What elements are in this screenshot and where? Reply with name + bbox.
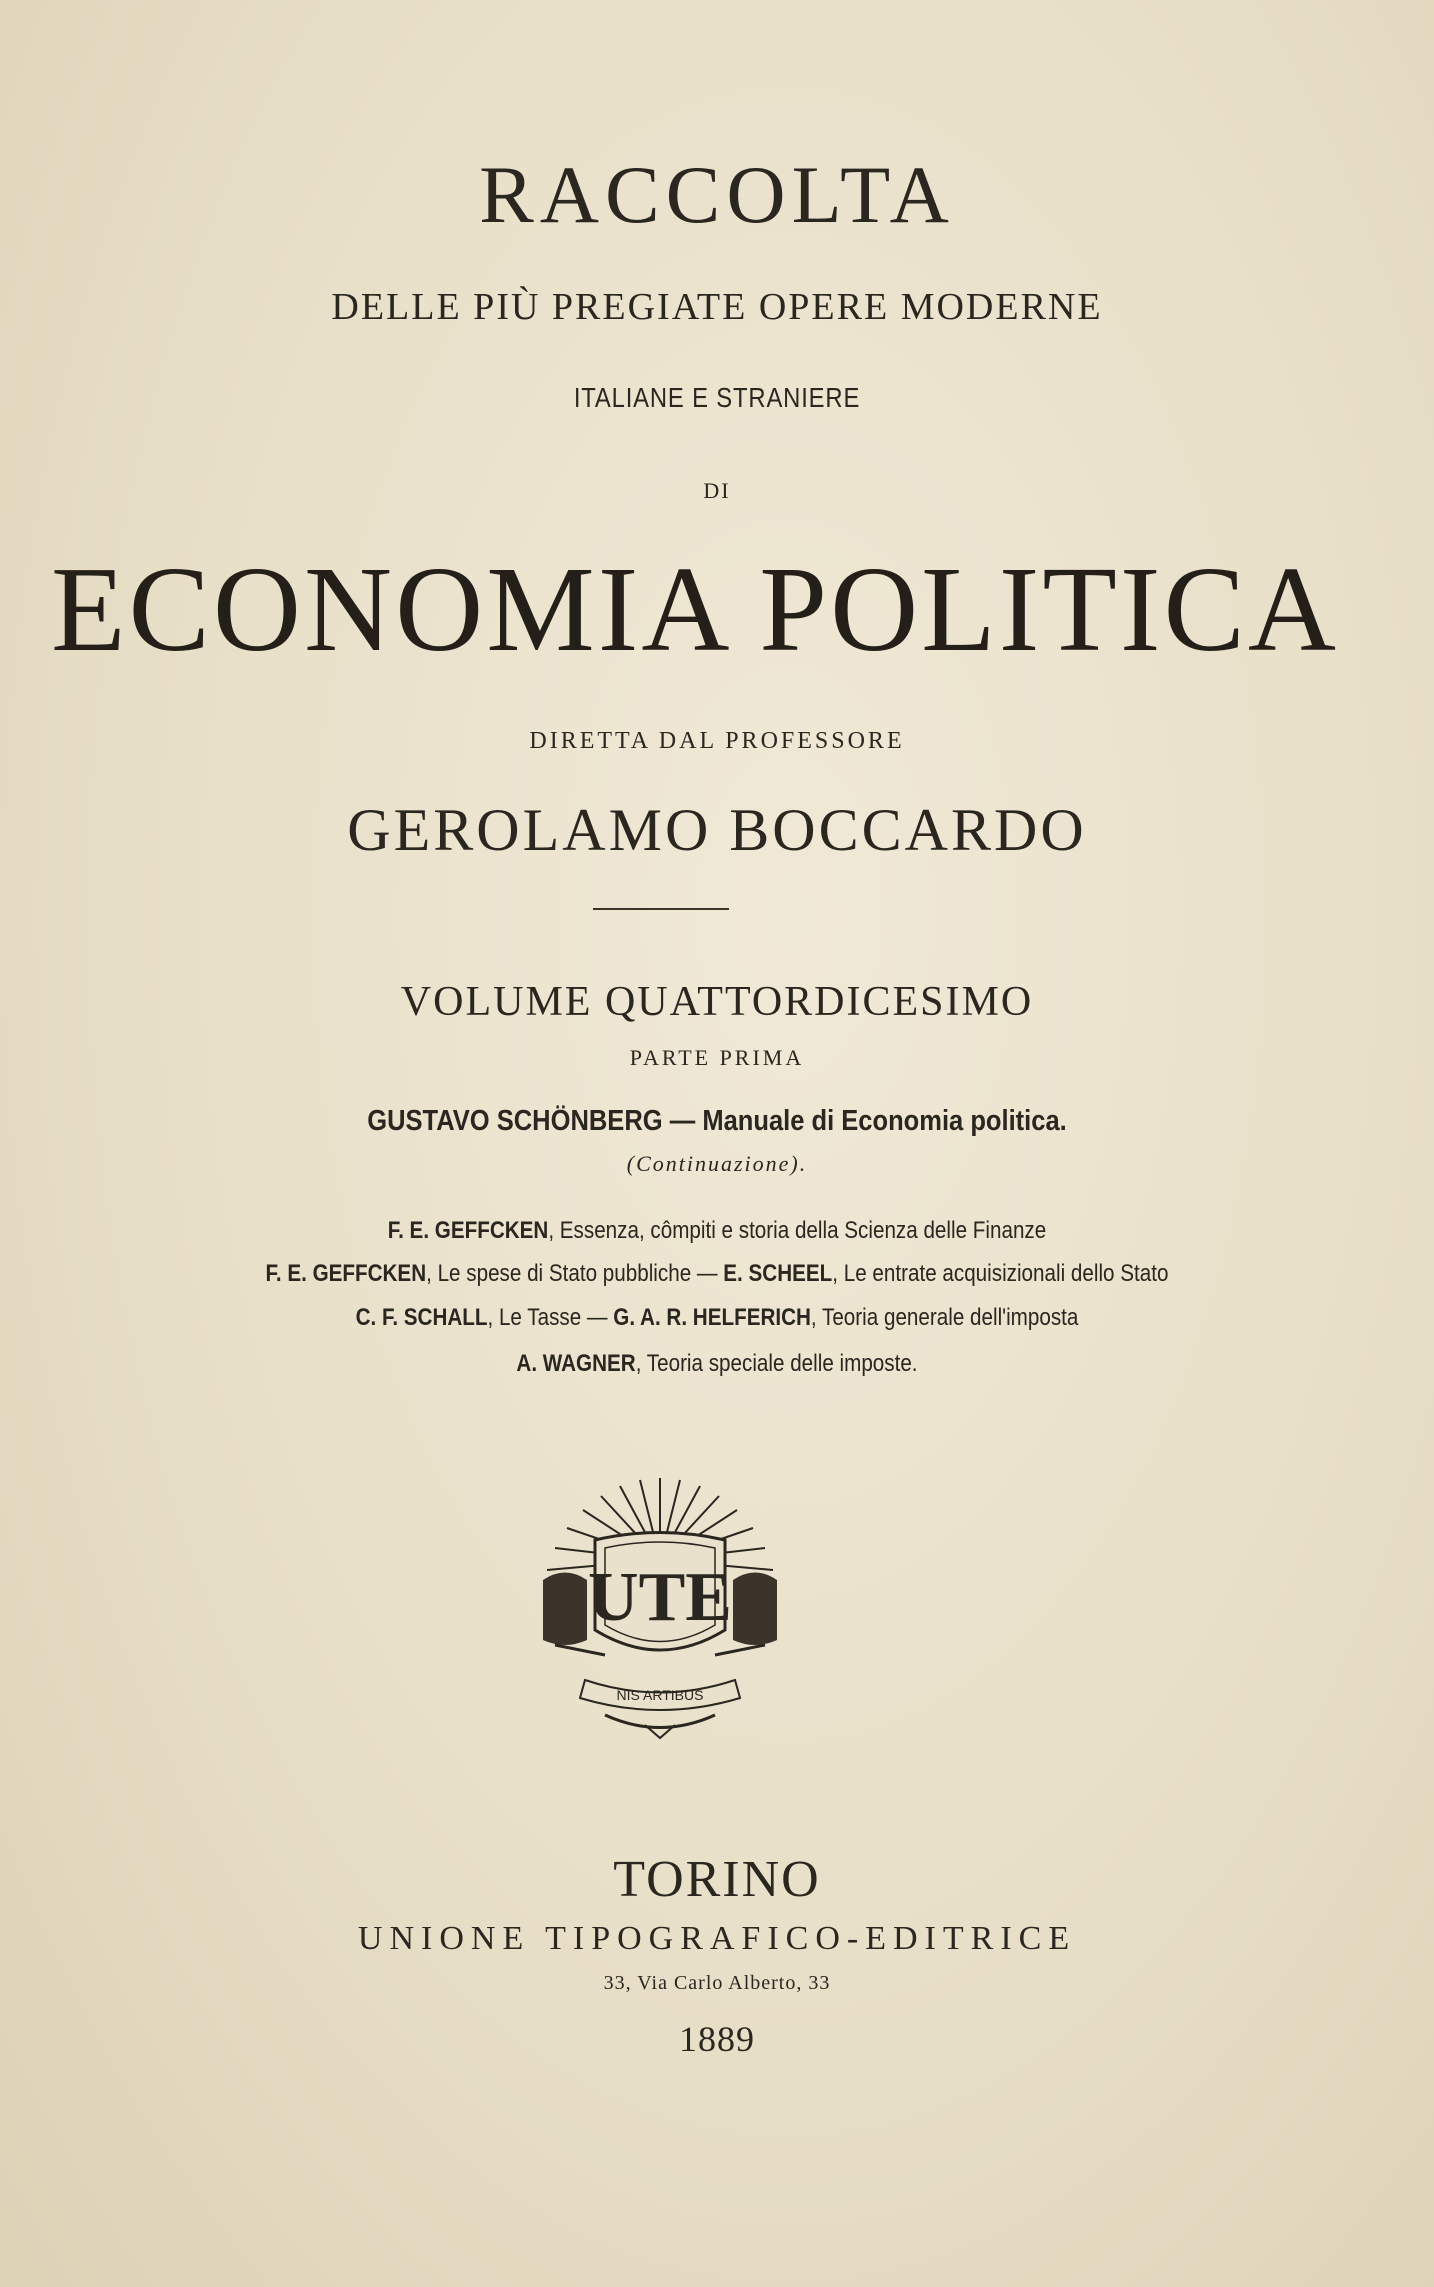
emblem-ribbon-text: NIS ARTIBUS bbox=[616, 1687, 704, 1703]
contents-work: , Essenza, cômpiti e storia della Scienza delle Finanze bbox=[548, 1217, 1047, 1244]
contents-work: , Teoria generale dell'imposta bbox=[810, 1304, 1079, 1331]
lead-work: — Manuale di Economia politica. bbox=[662, 1105, 1067, 1137]
contents-author: G. A. R. HELFERICH bbox=[613, 1304, 811, 1331]
contents-work: , Le spese di Stato pubbliche — bbox=[426, 1260, 724, 1287]
contents-work: , Le Tasse — bbox=[487, 1304, 614, 1331]
imprint-year: 1889 bbox=[679, 2019, 755, 2059]
imprint-publisher: UNIONE TIPOGRAFICO-EDITRICE bbox=[357, 1920, 1077, 1957]
contents-author: E. SCHEEL bbox=[723, 1260, 833, 1287]
directed-by-label: DIRETTA DAL PROFESSORE bbox=[529, 728, 905, 754]
volume-part: PARTE PRIMA bbox=[629, 1045, 805, 1070]
series-subtitle-1: DELLE PIÙ PREGIATE OPERE MODERNE bbox=[331, 286, 1103, 328]
divider-rule bbox=[593, 908, 729, 910]
contents-author: F. E. GEFFCKEN bbox=[265, 1260, 427, 1287]
lead-work-line bbox=[86, 1105, 1348, 1138]
main-title: ECONOMIA POLITICA bbox=[51, 542, 1339, 677]
emblem-monogram: UTE bbox=[588, 1559, 732, 1636]
contents-author: F. E. GEFFCKEN bbox=[387, 1217, 549, 1244]
contents-line-2 bbox=[100, 1260, 1333, 1288]
contents-author: C. F. SCHALL bbox=[355, 1304, 488, 1331]
imprint-address: 33, Via Carlo Alberto, 33 bbox=[603, 1972, 831, 1994]
series-subtitle-2: ITALIANE E STRANIERE bbox=[573, 382, 861, 413]
lead-author: GUSTAVO SCHÖNBERG bbox=[367, 1105, 663, 1137]
contents-author: A. WAGNER bbox=[516, 1350, 636, 1377]
continuation-note: (Continuazione). bbox=[626, 1151, 808, 1176]
contents-work: , Teoria speciale delle imposte. bbox=[635, 1350, 918, 1377]
editor-name: GEROLAMO BOCCARDO bbox=[347, 797, 1087, 863]
contents-line-4 bbox=[100, 1350, 1333, 1378]
series-title: RACCOLTA bbox=[479, 149, 955, 240]
imprint-city: TORINO bbox=[613, 1851, 821, 1908]
series-di: DI bbox=[703, 478, 731, 503]
contents-work: , Le entrate acquisizionali dello Stato bbox=[832, 1260, 1169, 1287]
printer-mark-emblem-icon bbox=[525, 1470, 795, 1740]
contents-line-3 bbox=[100, 1304, 1333, 1332]
contents-line-1 bbox=[100, 1217, 1333, 1245]
volume-title: VOLUME QUATTORDICESIMO bbox=[400, 979, 1034, 1025]
